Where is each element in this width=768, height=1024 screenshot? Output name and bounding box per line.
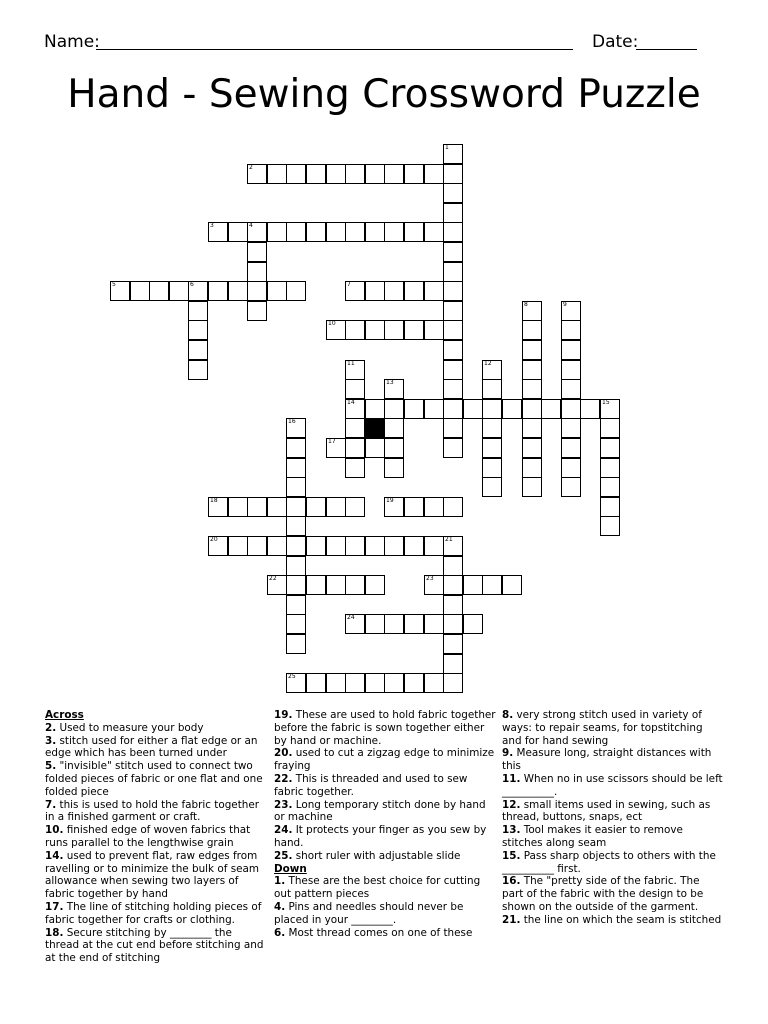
clue-across-17: 17. The line of stitching holding pieces of fabric together for crafts or clothing. bbox=[45, 900, 262, 926]
grid-cell[interactable] bbox=[267, 281, 287, 301]
clue-down-4: 4. Pins and needles should never be placed in your ________. bbox=[274, 900, 464, 926]
clue-across-10: 10. finished edge of woven fabrics that runs parallel to the lengthwise grain bbox=[45, 824, 251, 849]
clue-number: 2 bbox=[249, 164, 253, 171]
grid-cell[interactable] bbox=[326, 575, 346, 595]
grid-cell[interactable] bbox=[384, 438, 404, 458]
clue-number: 6 bbox=[190, 281, 194, 288]
grid-cell[interactable] bbox=[404, 536, 424, 556]
clue-number: 13 bbox=[386, 379, 394, 386]
grid-cell[interactable] bbox=[424, 673, 444, 693]
grid-cell[interactable] bbox=[424, 399, 444, 419]
grid-cell[interactable] bbox=[345, 673, 365, 693]
grid-cell[interactable] bbox=[600, 516, 620, 536]
grid-cell[interactable] bbox=[502, 399, 522, 419]
grid-cell[interactable] bbox=[600, 438, 620, 458]
clue-down-6: 6. Most thread comes on one of these bbox=[274, 926, 473, 939]
grid-cell[interactable] bbox=[267, 497, 287, 517]
grid-cell[interactable] bbox=[443, 379, 463, 399]
grid-cell[interactable] bbox=[482, 575, 502, 595]
clue-across-22: 22. This is threaded and used to sew fabric together. bbox=[274, 772, 468, 798]
grid-cell[interactable] bbox=[404, 164, 424, 184]
clue-number: 7 bbox=[347, 281, 351, 288]
grid-cell[interactable] bbox=[326, 222, 346, 242]
grid-cell[interactable] bbox=[365, 164, 385, 184]
grid-cell[interactable] bbox=[365, 536, 385, 556]
grid-cell[interactable] bbox=[522, 340, 542, 360]
name-label: Name: bbox=[44, 32, 100, 52]
grid-cell[interactable] bbox=[326, 320, 346, 340]
grid-cell[interactable] bbox=[286, 418, 306, 438]
grid-cell[interactable] bbox=[188, 320, 208, 340]
grid-cell[interactable] bbox=[404, 281, 424, 301]
grid-cell[interactable] bbox=[561, 418, 581, 438]
grid-cell[interactable] bbox=[286, 595, 306, 615]
clue-number: 15 bbox=[602, 399, 610, 406]
grid-cell[interactable] bbox=[482, 399, 502, 419]
clue-across-3: 3. stitch used for either a flat edge or an edge which has been turned under bbox=[45, 734, 258, 760]
clue-down-9: 9. Measure long, straight distances with this bbox=[502, 747, 712, 773]
grid-cell[interactable] bbox=[267, 575, 287, 595]
grid-cell[interactable] bbox=[286, 164, 306, 184]
grid-cell[interactable] bbox=[404, 222, 424, 242]
grid-cell[interactable] bbox=[443, 144, 463, 164]
grid-cell[interactable] bbox=[600, 458, 620, 478]
grid-cell[interactable] bbox=[247, 242, 267, 262]
grid-cell[interactable] bbox=[365, 399, 385, 419]
grid-cell[interactable] bbox=[286, 458, 306, 478]
grid-cell[interactable] bbox=[424, 575, 444, 595]
grid-cell[interactable] bbox=[384, 379, 404, 399]
clue-number: 22 bbox=[269, 575, 277, 582]
grid-block-square bbox=[365, 418, 385, 438]
grid-cell[interactable] bbox=[404, 673, 424, 693]
grid-cell[interactable] bbox=[286, 536, 306, 556]
grid-cell[interactable] bbox=[522, 477, 542, 497]
grid-cell[interactable] bbox=[326, 164, 346, 184]
grid-cell[interactable] bbox=[443, 301, 463, 321]
grid-cell[interactable] bbox=[130, 281, 150, 301]
grid-cell[interactable] bbox=[404, 497, 424, 517]
grid-cell[interactable] bbox=[365, 614, 385, 634]
grid-cell[interactable] bbox=[326, 438, 346, 458]
grid-cell[interactable] bbox=[208, 222, 228, 242]
grid-cell[interactable] bbox=[443, 183, 463, 203]
grid-cell[interactable] bbox=[443, 673, 463, 693]
grid-cell[interactable] bbox=[169, 281, 189, 301]
grid-cell[interactable] bbox=[208, 497, 228, 517]
grid-cell[interactable] bbox=[443, 281, 463, 301]
clue-number: 9 bbox=[563, 301, 567, 308]
grid-cell[interactable] bbox=[365, 438, 385, 458]
grid-cell[interactable] bbox=[424, 497, 444, 517]
grid-cell[interactable] bbox=[404, 320, 424, 340]
grid-cell[interactable] bbox=[345, 575, 365, 595]
grid-cell[interactable] bbox=[561, 320, 581, 340]
clue-number: 11 bbox=[347, 360, 355, 367]
grid-cell[interactable] bbox=[384, 399, 404, 419]
clue-down-8: 8. very strong stitch used in variety of ways: to repair seams, for topstitching and for hand sewing bbox=[502, 709, 703, 747]
grid-cell[interactable] bbox=[247, 497, 267, 517]
grid-cell[interactable] bbox=[384, 458, 404, 478]
clue-across-5: 5. "invisible" stitch used to connect two folded pieces of fabric or one flat and one folded piece bbox=[45, 760, 263, 798]
grid-cell[interactable] bbox=[443, 399, 463, 419]
grid-cell[interactable] bbox=[326, 536, 346, 556]
grid-cell[interactable] bbox=[208, 536, 228, 556]
grid-cell[interactable] bbox=[247, 222, 267, 242]
grid-cell[interactable] bbox=[482, 438, 502, 458]
grid-cell[interactable] bbox=[463, 399, 483, 419]
clue-number: 3 bbox=[210, 222, 214, 229]
across-heading: Across bbox=[45, 709, 84, 721]
grid-cell[interactable] bbox=[286, 497, 306, 517]
clue-across-23: 23. Long temporary stitch done by hand or machine bbox=[274, 798, 486, 824]
grid-cell[interactable] bbox=[522, 438, 542, 458]
grid-cell[interactable] bbox=[345, 281, 365, 301]
grid-cell[interactable] bbox=[443, 595, 463, 615]
grid-cell[interactable] bbox=[345, 497, 365, 517]
grid-cell[interactable] bbox=[482, 418, 502, 438]
grid-cell[interactable] bbox=[345, 418, 365, 438]
grid-cell[interactable] bbox=[286, 516, 306, 536]
clue-number: 5 bbox=[112, 281, 116, 288]
clue-number: 1 bbox=[445, 144, 449, 151]
clue-number: 20 bbox=[210, 536, 218, 543]
grid-cell[interactable] bbox=[522, 399, 542, 419]
clue-across-19: 19. These are used to hold fabric together before the fabric is sown together either by hand or machine. bbox=[274, 709, 496, 747]
clue-down-12: 12. small items used in sewing, such as thread, buttons, snaps, ect bbox=[502, 798, 711, 824]
clue-number: 24 bbox=[347, 614, 355, 621]
grid-cell[interactable] bbox=[326, 673, 346, 693]
clue-number: 10 bbox=[328, 320, 336, 327]
grid-cell[interactable] bbox=[600, 497, 620, 517]
grid-cell[interactable] bbox=[228, 222, 248, 242]
grid-cell[interactable] bbox=[286, 614, 306, 634]
grid-cell[interactable] bbox=[228, 536, 248, 556]
date-label: Date: bbox=[592, 32, 639, 52]
grid-cell[interactable] bbox=[443, 164, 463, 184]
clues-column-2 bbox=[274, 709, 496, 939]
grid-cell[interactable] bbox=[286, 281, 306, 301]
grid-cell[interactable] bbox=[267, 164, 287, 184]
grid-cell[interactable] bbox=[443, 203, 463, 223]
grid-cell[interactable] bbox=[286, 575, 306, 595]
grid-cell[interactable] bbox=[188, 360, 208, 380]
grid-cell[interactable] bbox=[600, 477, 620, 497]
clue-down-16: 16. The "pretty side of the fabric. The part of the fabric with the design to be shown on the outside of the garment. bbox=[502, 875, 704, 913]
grid-cell[interactable] bbox=[365, 281, 385, 301]
grid-cell[interactable] bbox=[463, 575, 483, 595]
grid-cell[interactable] bbox=[424, 614, 444, 634]
grid-cell[interactable] bbox=[228, 281, 248, 301]
grid-cell[interactable] bbox=[443, 242, 463, 262]
clue-number: 12 bbox=[484, 360, 492, 367]
clue-across-7: 7. this is used to hold the fabric together in a finished garment or craft. bbox=[45, 798, 260, 824]
grid-cell[interactable] bbox=[306, 222, 326, 242]
grid-cell[interactable] bbox=[365, 673, 385, 693]
grid-cell[interactable] bbox=[228, 497, 248, 517]
clue-number: 14 bbox=[347, 399, 355, 406]
grid-cell[interactable] bbox=[384, 222, 404, 242]
grid-cell[interactable] bbox=[482, 379, 502, 399]
clue-across-18: 18. Secure stitching by ________ the thread at the cut end before stitching and at the end of stitching bbox=[45, 926, 264, 965]
grid-cell[interactable] bbox=[463, 614, 483, 634]
clue-number: 19 bbox=[386, 497, 394, 504]
grid-cell[interactable] bbox=[561, 477, 581, 497]
grid-cell[interactable] bbox=[306, 575, 326, 595]
grid-cell[interactable] bbox=[424, 222, 444, 242]
grid-cell[interactable] bbox=[424, 536, 444, 556]
grid-cell[interactable] bbox=[149, 281, 169, 301]
grid-cell[interactable] bbox=[208, 281, 228, 301]
grid-cell[interactable] bbox=[286, 556, 306, 576]
grid-cell[interactable] bbox=[345, 164, 365, 184]
grid-cell[interactable] bbox=[482, 477, 502, 497]
grid-cell[interactable] bbox=[286, 634, 306, 654]
grid-cell[interactable] bbox=[384, 281, 404, 301]
grid-cell[interactable] bbox=[522, 360, 542, 380]
grid-cell[interactable] bbox=[326, 497, 346, 517]
grid-cell[interactable] bbox=[345, 222, 365, 242]
grid-cell[interactable] bbox=[110, 281, 130, 301]
grid-cell[interactable] bbox=[188, 301, 208, 321]
clue-number: 8 bbox=[524, 301, 528, 308]
grid-cell[interactable] bbox=[561, 340, 581, 360]
grid-cell[interactable] bbox=[541, 399, 561, 419]
grid-cell[interactable] bbox=[345, 536, 365, 556]
grid-cell[interactable] bbox=[365, 222, 385, 242]
grid-cell[interactable] bbox=[561, 458, 581, 478]
grid-cell[interactable] bbox=[522, 379, 542, 399]
grid-cell[interactable] bbox=[306, 164, 326, 184]
grid-cell[interactable] bbox=[306, 673, 326, 693]
clue-number: 25 bbox=[288, 673, 296, 680]
down-heading: Down bbox=[274, 862, 307, 875]
grid-cell[interactable] bbox=[443, 340, 463, 360]
grid-cell[interactable] bbox=[286, 477, 306, 497]
clue-down-11: 11. When no in use scissors should be left __________. bbox=[502, 772, 723, 798]
clue-number: 4 bbox=[249, 222, 253, 229]
grid-cell[interactable] bbox=[502, 575, 522, 595]
grid-cell[interactable] bbox=[247, 262, 267, 282]
grid-cell[interactable] bbox=[188, 340, 208, 360]
clue-across-2: 2. Used to measure your body bbox=[45, 721, 204, 734]
grid-cell[interactable] bbox=[384, 614, 404, 634]
grid-cell[interactable] bbox=[424, 164, 444, 184]
grid-cell[interactable] bbox=[345, 399, 365, 419]
grid-cell[interactable] bbox=[188, 281, 208, 301]
clue-number: 17 bbox=[328, 438, 336, 445]
grid-cell[interactable] bbox=[443, 438, 463, 458]
grid-cell[interactable] bbox=[443, 262, 463, 282]
grid-cell[interactable] bbox=[443, 418, 463, 438]
grid-cell[interactable] bbox=[286, 438, 306, 458]
grid-cell[interactable] bbox=[247, 536, 267, 556]
grid-cell[interactable] bbox=[365, 575, 385, 595]
grid-cell[interactable] bbox=[404, 399, 424, 419]
grid-cell[interactable] bbox=[306, 497, 326, 517]
grid-cell[interactable] bbox=[600, 418, 620, 438]
grid-cell[interactable] bbox=[384, 418, 404, 438]
grid-cell[interactable] bbox=[443, 614, 463, 634]
grid-cell[interactable] bbox=[522, 301, 542, 321]
grid-cell[interactable] bbox=[522, 458, 542, 478]
clue-across-25: 25. short ruler with adjustable slide bbox=[274, 849, 461, 862]
grid-cell[interactable] bbox=[345, 458, 365, 478]
grid-cell[interactable] bbox=[286, 673, 306, 693]
grid-cell[interactable] bbox=[443, 575, 463, 595]
grid-cell[interactable] bbox=[561, 360, 581, 380]
grid-cell[interactable] bbox=[404, 614, 424, 634]
grid-cell[interactable] bbox=[345, 320, 365, 340]
grid-cell[interactable] bbox=[443, 497, 463, 517]
grid-cell[interactable] bbox=[286, 222, 306, 242]
grid-cell[interactable] bbox=[561, 438, 581, 458]
grid-cell[interactable] bbox=[443, 634, 463, 654]
clue-number: 16 bbox=[288, 418, 296, 425]
clues-column-1 bbox=[45, 709, 267, 965]
grid-cell[interactable] bbox=[267, 536, 287, 556]
clue-across-24: 24. It protects your finger as you sew by hand. bbox=[274, 824, 487, 849]
grid-cell[interactable] bbox=[482, 458, 502, 478]
grid-cell[interactable] bbox=[345, 360, 365, 380]
grid-cell[interactable] bbox=[600, 399, 620, 419]
grid-cell[interactable] bbox=[345, 379, 365, 399]
grid-cell[interactable] bbox=[522, 418, 542, 438]
grid-cell[interactable] bbox=[267, 222, 287, 242]
clue-down-15: 15. Pass sharp objects to others with the __________ first. bbox=[502, 849, 716, 875]
grid-cell[interactable] bbox=[580, 399, 600, 419]
grid-cell[interactable] bbox=[384, 497, 404, 517]
grid-cell[interactable] bbox=[443, 556, 463, 576]
grid-cell[interactable] bbox=[424, 320, 444, 340]
clue-down-21: 21. the line on which the seam is stitched bbox=[502, 913, 722, 926]
page-title: Hand - Sewing Crossword Puzzle bbox=[67, 72, 701, 117]
grid-cell[interactable] bbox=[384, 536, 404, 556]
clue-number: 23 bbox=[426, 575, 434, 582]
clue-number: 18 bbox=[210, 497, 218, 504]
grid-cell[interactable] bbox=[247, 164, 267, 184]
grid-cell[interactable] bbox=[561, 399, 581, 419]
clue-number: 21 bbox=[445, 536, 453, 543]
grid-cell[interactable] bbox=[384, 673, 404, 693]
clue-down-13: 13. Tool makes it easier to remove stitches along seam bbox=[502, 824, 683, 849]
grid-cell[interactable] bbox=[424, 281, 444, 301]
grid-cell[interactable] bbox=[561, 301, 581, 321]
clue-across-20: 20. used to cut a zigzag edge to minimize fraying bbox=[274, 747, 495, 773]
grid-cell[interactable] bbox=[443, 320, 463, 340]
clue-down-1: 1. These are the best choice for cutting out pattern pieces bbox=[274, 875, 481, 901]
grid-cell[interactable] bbox=[306, 536, 326, 556]
grid-cell[interactable] bbox=[482, 360, 502, 380]
clue-across-14: 14. used to prevent flat, raw edges from ravelling or to minimize the bulk of seam allowance when sewing two layers of fabric together by hand bbox=[45, 849, 259, 901]
grid-cell[interactable] bbox=[443, 360, 463, 380]
grid-cell[interactable] bbox=[384, 320, 404, 340]
grid-cell[interactable] bbox=[247, 301, 267, 321]
grid-cell[interactable] bbox=[522, 320, 542, 340]
grid-cell[interactable] bbox=[443, 222, 463, 242]
grid-cell[interactable] bbox=[443, 654, 463, 674]
grid-cell[interactable] bbox=[345, 438, 365, 458]
grid-cell[interactable] bbox=[561, 379, 581, 399]
grid-cell[interactable] bbox=[345, 614, 365, 634]
clues-column-3 bbox=[502, 709, 724, 927]
grid-cell[interactable] bbox=[365, 320, 385, 340]
grid-cell[interactable] bbox=[384, 164, 404, 184]
grid-cell[interactable] bbox=[443, 536, 463, 556]
grid-cell[interactable] bbox=[247, 281, 267, 301]
